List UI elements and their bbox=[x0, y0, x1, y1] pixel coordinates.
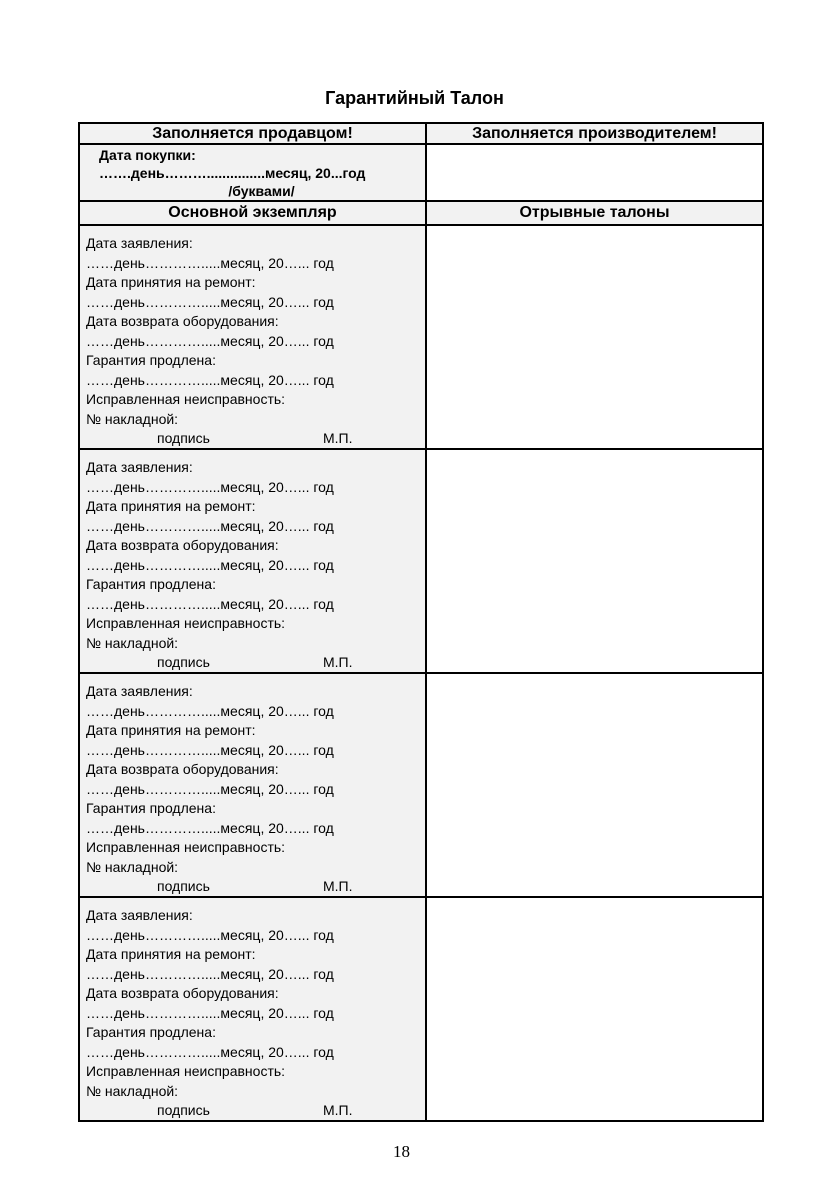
repair-date-label: Дата принятия на ремонт: bbox=[86, 274, 256, 290]
return-date-label: Дата возврата оборудования: bbox=[86, 761, 279, 777]
purchase-date-note: /буквами/ bbox=[228, 183, 295, 199]
extended-line: ……день………….....месяц, 20…... год bbox=[86, 819, 334, 836]
return-date-label: Дата возврата оборудования: bbox=[86, 313, 279, 329]
warranty-table bbox=[78, 122, 764, 1122]
extended-label: Гарантия продлена: bbox=[86, 576, 216, 592]
return-date-line: ……день………….....месяц, 20…... год bbox=[86, 1004, 334, 1021]
tear-off-coupon bbox=[426, 897, 763, 1121]
return-date-label: Дата возврата оборудования: bbox=[86, 985, 279, 1001]
extended-label: Гарантия продлена: bbox=[86, 1024, 216, 1040]
extended-line: ……день………….....месяц, 20…... год bbox=[86, 1043, 334, 1060]
service-record-block bbox=[79, 225, 426, 449]
stamp-label: М.П. bbox=[323, 878, 353, 894]
signature-label: подпись bbox=[157, 654, 210, 670]
tear-off-coupon bbox=[426, 673, 763, 897]
invoice-label: № накладной: bbox=[86, 634, 179, 651]
application-date-line: ……день………….....месяц, 20…... год bbox=[86, 926, 334, 943]
application-date-line: ……день………….....месяц, 20…... год bbox=[86, 478, 334, 495]
signature-label: подпись bbox=[157, 430, 210, 446]
return-date-line: ……день………….....месяц, 20…... год bbox=[86, 332, 334, 349]
application-date-label: Дата заявления: bbox=[86, 683, 193, 699]
extended-label: Гарантия продлена: bbox=[86, 352, 216, 368]
seller-header: Заполняется продавцом! bbox=[79, 123, 426, 144]
extended-line: ……день………….....месяц, 20…... год bbox=[86, 595, 334, 612]
purchase-date-line: …….день………...............месяц, 20...год bbox=[99, 165, 366, 181]
repair-date-line: ……день………….....месяц, 20…... год bbox=[86, 293, 334, 310]
stamp-label: М.П. bbox=[323, 1102, 353, 1118]
return-date-label: Дата возврата оборудования: bbox=[86, 537, 279, 553]
invoice-label: № накладной: bbox=[86, 858, 179, 875]
invoice-label: № накладной: bbox=[86, 410, 179, 427]
signature-label: подпись bbox=[157, 878, 210, 894]
signature-row bbox=[86, 653, 425, 672]
signature-row bbox=[86, 429, 425, 448]
manufacturer-cell bbox=[426, 144, 763, 201]
fixed-fault-label: Исправленная неисправность: bbox=[86, 615, 286, 631]
fixed-fault-label: Исправленная неисправность: bbox=[86, 839, 286, 855]
return-date-line: ……день………….....месяц, 20…... год bbox=[86, 780, 334, 797]
application-date-label: Дата заявления: bbox=[86, 907, 193, 923]
extended-line: ……день………….....месяц, 20…... год bbox=[86, 371, 334, 388]
signature-row bbox=[86, 1101, 425, 1120]
repair-date-line: ……день………….....месяц, 20…... год bbox=[86, 965, 334, 982]
fixed-fault-label: Исправленная неисправность: bbox=[86, 391, 286, 407]
repair-date-line: ……день………….....месяц, 20…... год bbox=[86, 517, 334, 534]
application-date-label: Дата заявления: bbox=[86, 235, 193, 251]
repair-date-label: Дата принятия на ремонт: bbox=[86, 946, 256, 962]
signature-label: подпись bbox=[157, 1102, 210, 1118]
manufacturer-header: Заполняется производителем! bbox=[426, 123, 763, 144]
repair-date-line: ……день………….....месяц, 20…... год bbox=[86, 741, 334, 758]
service-record-block bbox=[79, 673, 426, 897]
return-date-line: ……день………….....месяц, 20…... год bbox=[86, 556, 334, 573]
purchase-date-cell bbox=[79, 144, 426, 201]
fixed-fault-label: Исправленная неисправность: bbox=[86, 1063, 286, 1079]
page-title: Гарантийный Талон bbox=[325, 88, 504, 108]
signature-row bbox=[86, 877, 425, 896]
page-number: 18 bbox=[393, 1142, 410, 1161]
application-date-label: Дата заявления: bbox=[86, 459, 193, 475]
stamp-label: М.П. bbox=[323, 430, 353, 446]
application-date-line: ……день………….....месяц, 20…... год bbox=[86, 702, 334, 719]
purchase-date-label: Дата покупки: bbox=[99, 147, 196, 163]
tear-off-coupon bbox=[426, 225, 763, 449]
invoice-label: № накладной: bbox=[86, 1082, 179, 1099]
extended-label: Гарантия продлена: bbox=[86, 800, 216, 816]
main-copy-header: Основной экземпляр bbox=[79, 201, 426, 225]
stamp-label: М.П. bbox=[323, 654, 353, 670]
service-record-block bbox=[79, 897, 426, 1121]
repair-date-label: Дата принятия на ремонт: bbox=[86, 498, 256, 514]
tear-off-coupon bbox=[426, 449, 763, 673]
service-record-block bbox=[79, 449, 426, 673]
application-date-line: ……день………….....месяц, 20…... год bbox=[86, 254, 334, 271]
repair-date-label: Дата принятия на ремонт: bbox=[86, 722, 256, 738]
tear-off-header: Отрывные талоны bbox=[426, 201, 763, 225]
